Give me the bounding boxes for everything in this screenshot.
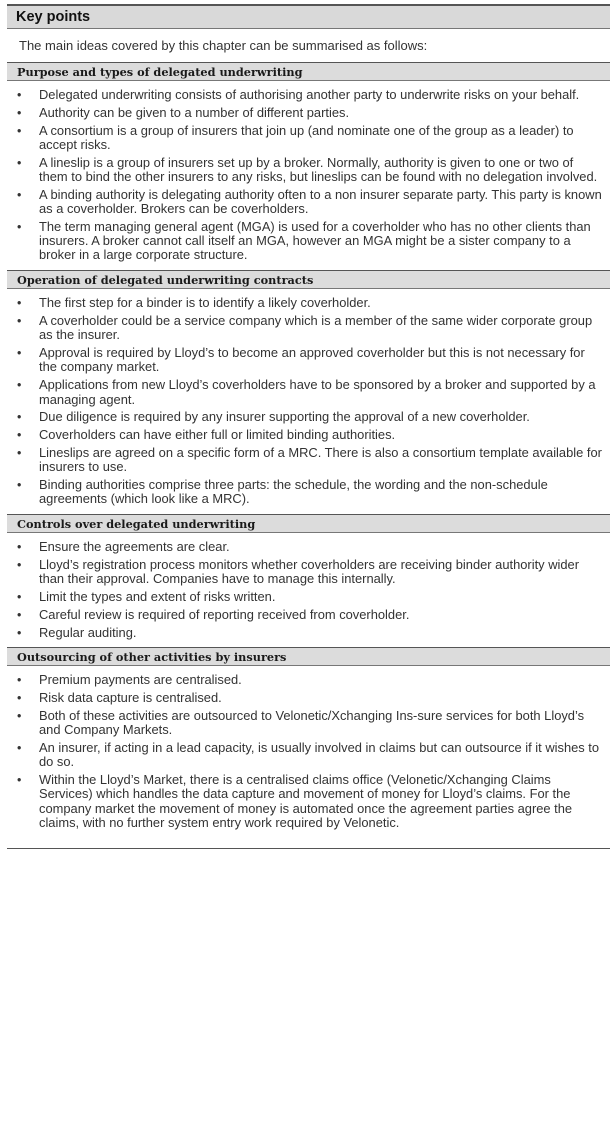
list-item-text: Within the Lloyd’s Market, there is a centralised claims office (Velonetic/Xchanging Claims Services) which handles the data capture and movement of money for Lloyd’s claims. For the company market the movement of money is automated once the agreement parties agree the claims, with no further system entry work required by Velonetic. [39,772,573,831]
list-item [7,773,610,830]
key-points-page [7,4,610,849]
list-item [7,673,610,687]
list-item-text: A lineslip is a group of insurers set up by a broker. Normally, authority is given to one or two of them to bind the other insurers to any risks, but lineslips can be found with no delegation involved. [39,154,598,184]
bullet-icon: • [17,741,22,756]
bullet-list [7,533,610,647]
list-item [7,220,610,263]
list-item [7,378,610,407]
list-item [7,124,610,153]
bullet-icon: • [17,557,22,572]
bottom-divider [7,848,610,849]
page-title: Key points [16,9,91,25]
bullet-icon: • [17,155,22,170]
bullet-icon: • [17,445,22,460]
list-item-text: The term managing general agent (MGA) is used for a coverholder who has no other clients than insurers. A broker cannot call itself an MGA, however an MGA might be a sister company to a broker in a large corporate structure. [39,218,591,263]
list-item-text: Approval is required by Lloyd’s to become an approved coverholder but this is not necessary for the company market. [39,345,585,375]
list-item-text: Lloyd’s registration process monitors whether coverholders are receiving binder authority wider than their approval. Companies have to manage this internally. [39,556,579,587]
bullet-icon: • [17,410,22,425]
bullet-icon: • [17,428,22,443]
list-item-text: Limit the types and extent of risks written. [39,589,276,605]
list-item-text: Authority can be given to a number of different parties. [39,104,350,120]
section-heading: Purpose and types of delegated underwriting [7,62,610,81]
bullet-icon: • [17,540,22,555]
list-item-text: Lineslips are agreed on a specific form of a MRC. There is also a consortium template available for insurers to use. [39,444,602,475]
list-item-text: Coverholders can have either full or limited binding authorities. [39,427,396,443]
sections-container [7,62,610,838]
list-item [7,741,610,770]
bullet-icon: • [17,296,22,311]
list-item [7,446,610,475]
list-item-text: Binding authorities comprise three parts: the schedule, the wording and the non-schedule agreements (which look like a MRC). [39,477,548,507]
bullet-icon: • [17,773,22,788]
list-item [7,428,610,442]
bullet-icon: • [17,478,22,493]
list-item [7,346,610,375]
key-points-header [7,4,610,29]
list-item [7,709,610,738]
section-heading: Outsourcing of other activities by insurers [7,647,610,666]
bullet-list [7,289,610,514]
list-item-text: Applications from new Lloyd’s coverholders have to be sponsored by a broker and supported by a managing agent. [39,377,596,407]
list-item [7,106,610,120]
list-item-text: Risk data capture is centralised. [39,690,222,706]
bullet-icon: • [17,590,22,605]
bullet-icon: • [17,607,22,622]
bullet-icon: • [17,123,22,138]
section-heading: Operation of delegated underwriting contracts [7,270,610,289]
bullet-icon: • [17,219,22,234]
list-item [7,691,610,705]
list-item-text: Regular auditing. [39,624,137,640]
list-item-text: An insurer, if acting in a lead capacity, is usually involved in claims but can outsource if it wishes to do so. [39,740,600,770]
list-item [7,314,610,343]
list-item-text: Delegated underwriting consists of authorising another party to underwrite risks on your behalf. [39,87,580,102]
bullet-icon: • [17,88,22,102]
bullet-icon: • [17,187,22,202]
list-item-text: Careful review is required of reporting received from coverholder. [39,606,410,622]
list-item-text: A consortium is a group of insurers that join up (and nominate one of the group as a leader) to accept risks. [39,122,574,152]
bullet-list [7,81,610,270]
bullet-icon: • [17,673,22,688]
list-item [7,156,610,185]
list-item [7,608,610,622]
list-item-text: Ensure the agreements are clear. [39,539,230,555]
bullet-icon: • [17,691,22,706]
list-item [7,626,610,640]
list-item-text: Both of these activities are outsourced to Velonetic/Xchanging Ins-sure services for both Lloyd’s and Company Markets. [39,708,585,738]
intro-text: The main ideas covered by this chapter can be summarised as follows: [19,38,428,53]
bullet-icon: • [17,346,22,361]
list-item [7,188,610,217]
section-heading: Controls over delegated underwriting [7,514,610,533]
list-item [7,558,610,587]
list-item-text: Premium payments are centralised. [39,672,242,688]
list-item-text: Due diligence is required by any insurer supporting the approval of a new coverholder. [39,409,530,425]
bullet-list [7,666,610,837]
bullet-icon: • [17,709,22,723]
list-item-text: The first step for a binder is to identify a likely coverholder. [39,295,371,311]
bullet-icon: • [17,314,22,329]
list-item [7,88,610,102]
list-item [7,410,610,424]
list-item [7,296,610,310]
list-item-text: A coverholder could be a service company which is a member of the same wider corporate group as the insurer. [39,313,593,343]
bullet-icon: • [17,625,22,640]
list-item [7,590,610,604]
bullet-icon: • [17,105,22,120]
list-item-text: A binding authority is delegating authority often to a non insurer separate party. This party is known as a coverholder. Brokers can be coverholders. [39,186,602,217]
list-item [7,540,610,554]
bullet-icon: • [17,378,22,393]
list-item [7,478,610,507]
